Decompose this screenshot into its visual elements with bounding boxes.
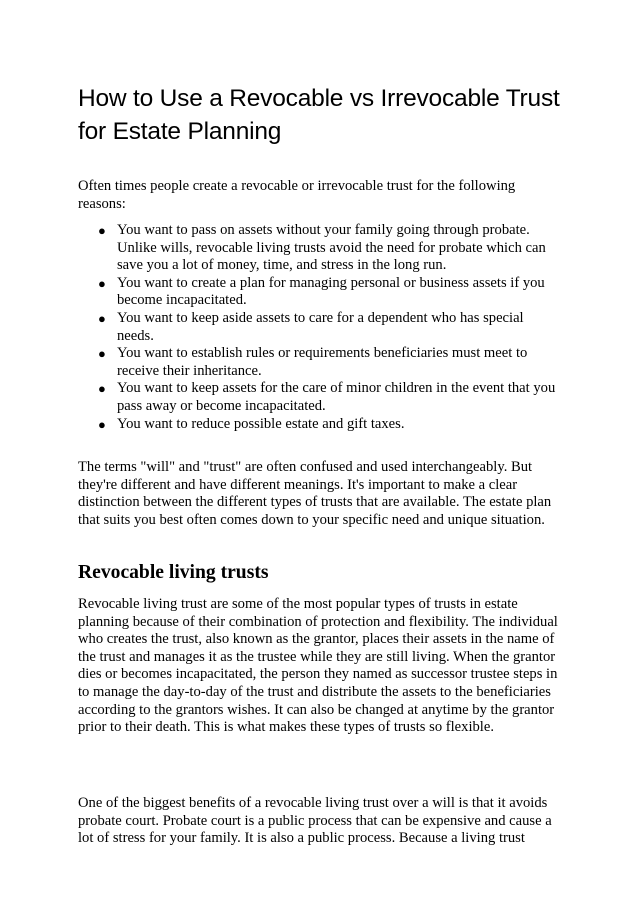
list-item (78, 222, 564, 275)
revocable-paragraph: Revocable living trust are some of the most popular types of trusts in estate planning because of their combination of protection and flexibility. The individual who creates the trust, also known as the grantor, places their assets in the name of the trust and manages it as the trustee while they are still living. When the grantor dies or becomes incapacitated, the person they named as successor trustee steps in to manage the day-to-day of the trust and distribute the assets to the beneficiaries according to the grantors wishes. It can also be changed at anytime by the grantor prior to their death. This is what makes these types of trusts so flexible. (78, 596, 558, 736)
list-item-text: You want to pass on assets without your family going through probate. Unlike wills, revocable living trusts avoid the need for probate which can save you a lot of money, time, and stress in the long run. (117, 222, 546, 274)
terms-paragraph: The terms "will" and "trust" are often confused and used interchangeably. But they're different and have different meanings. It's important to make a clear distinction between the different types of trusts that are available. The estate plan that suits you best often comes down to your specific need and unique situation. (78, 459, 552, 528)
bullet-icon: ● (98, 310, 106, 326)
list-item (78, 345, 564, 380)
list-item (78, 380, 564, 415)
bullet-icon: ● (98, 416, 106, 432)
bullet-icon: ● (98, 223, 106, 238)
list-item-text: You want to reduce possible estate and gift taxes. (117, 415, 405, 432)
list-item-text: You want to keep assets for the care of minor children in the event that you pass away or become incapacitated. (117, 380, 556, 414)
list-item (78, 275, 564, 310)
reasons-list (78, 222, 564, 433)
list-item-text: You want to create a plan for managing personal or business assets if you become incapacitated. (117, 274, 545, 309)
section-heading: Revocable living trusts (78, 562, 269, 583)
bullet-icon: ● (98, 275, 106, 291)
intro-paragraph: Often times people create a revocable or irrevocable trust for the following reasons: (78, 178, 516, 212)
benefits-paragraph: One of the biggest benefits of a revocable living trust over a will is that it avoids probate court. Probate court is a public process that can be expensive and cause a lot of stress for your family. It is also a public process. Because a living trust (78, 795, 552, 847)
bullet-icon: ● (98, 346, 106, 362)
document-title: How to Use a Revocable vs Irrevocable Trust for Estate Planning (78, 85, 560, 145)
list-item (78, 416, 564, 434)
list-item-text: You want to establish rules or requirements beneficiaries must meet to receive their inheritance. (117, 345, 528, 379)
list-item (78, 310, 564, 345)
bullet-icon: ● (98, 381, 106, 397)
list-item-text: You want to keep aside assets to care for a dependent who has special needs. (117, 309, 524, 344)
